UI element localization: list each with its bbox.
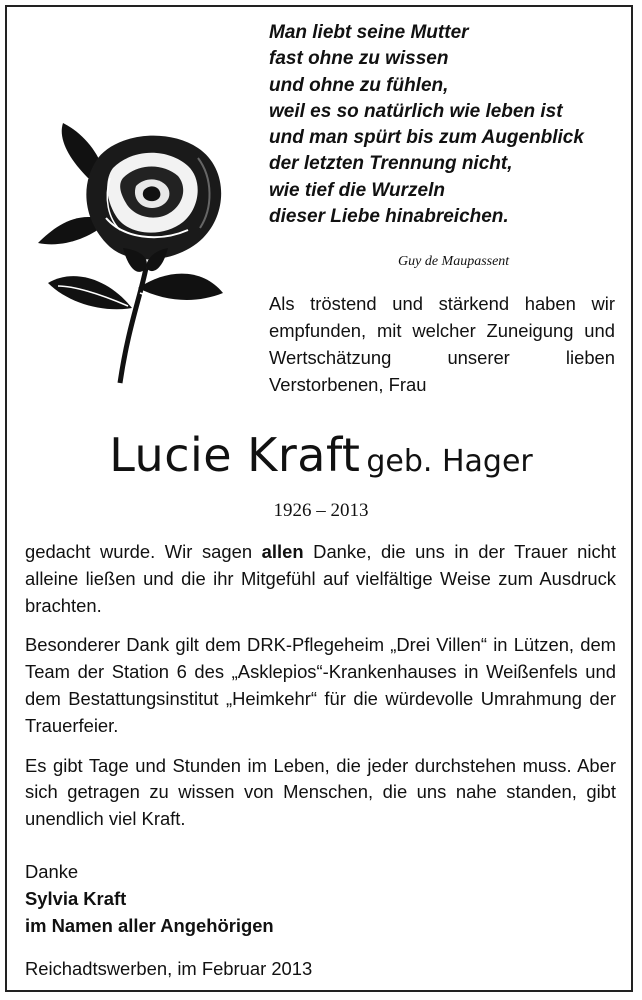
poem-line: Man liebt seine Mutter <box>269 22 469 43</box>
life-years: 1926 – 2013 <box>273 500 369 521</box>
poem-line: und ohne zu fühlen, <box>269 74 449 96</box>
poem-line: fast ohne zu wissen <box>269 48 449 70</box>
poem <box>269 20 629 230</box>
closing-thanks: Danke <box>25 861 79 882</box>
intro-text <box>269 290 615 398</box>
poem-line: weil es so natürlich wie leben ist <box>269 100 563 122</box>
emphasis-word: allen <box>261 541 304 562</box>
text-fragment: Danke, die uns in der Trauer nicht alleine ließen und die ihr Mitgefühl auf vielfältige Weise zum Ausdruck brachten. <box>25 541 617 616</box>
place-date: Reichadtswerben, im Februar 2013 <box>25 958 313 979</box>
poem-author: Guy de Maupassent <box>398 254 510 269</box>
deceased-full-name: Lucie Kraft <box>109 428 361 482</box>
deceased-maiden-name: geb. Hager <box>366 444 533 479</box>
signer-family: im Namen aller Angehörigen <box>25 915 274 936</box>
poem-line: und man spürt bis zum Augenblick <box>269 127 584 149</box>
paragraph-thanks <box>25 539 616 619</box>
body-text <box>25 539 616 846</box>
intro-paragraph: Als tröstend und stärkend haben wir empfunden, mit welcher Zuneigung und Wertschätzung unserer lieben Verstorbenen, Frau <box>269 293 615 395</box>
signer-name: Sylvia Kraft <box>25 888 127 909</box>
paragraph-reflection: Es gibt Tage und Stunden im Leben, die jeder durchstehen muss. Aber sich getragen zu wissen von Menschen, die uns nahe standen, gibt unendlich viel Kraft. <box>25 754 616 830</box>
paragraph-special-thanks: Besonderer Dank gilt dem DRK-Pflegeheim „Drei Villen“ in Lützen, dem Team der Station 6 des „Asklepios“-Krankenhauses in Weißenfels und dem Bestattungsinstitut „Heimkehr“ für die würdevolle Umrahmung der Trauerfeier. <box>25 634 616 736</box>
poem-line: wie tief die Wurzeln <box>269 179 445 201</box>
deceased-name <box>0 428 642 482</box>
rose-icon <box>28 118 248 388</box>
poem-line: dieser Liebe hinabreichen. <box>269 206 509 228</box>
closing-block <box>25 858 274 939</box>
text-fragment: gedacht wurde. Wir sagen <box>25 541 262 562</box>
poem-line: der letzten Trennung nicht, <box>269 153 513 175</box>
